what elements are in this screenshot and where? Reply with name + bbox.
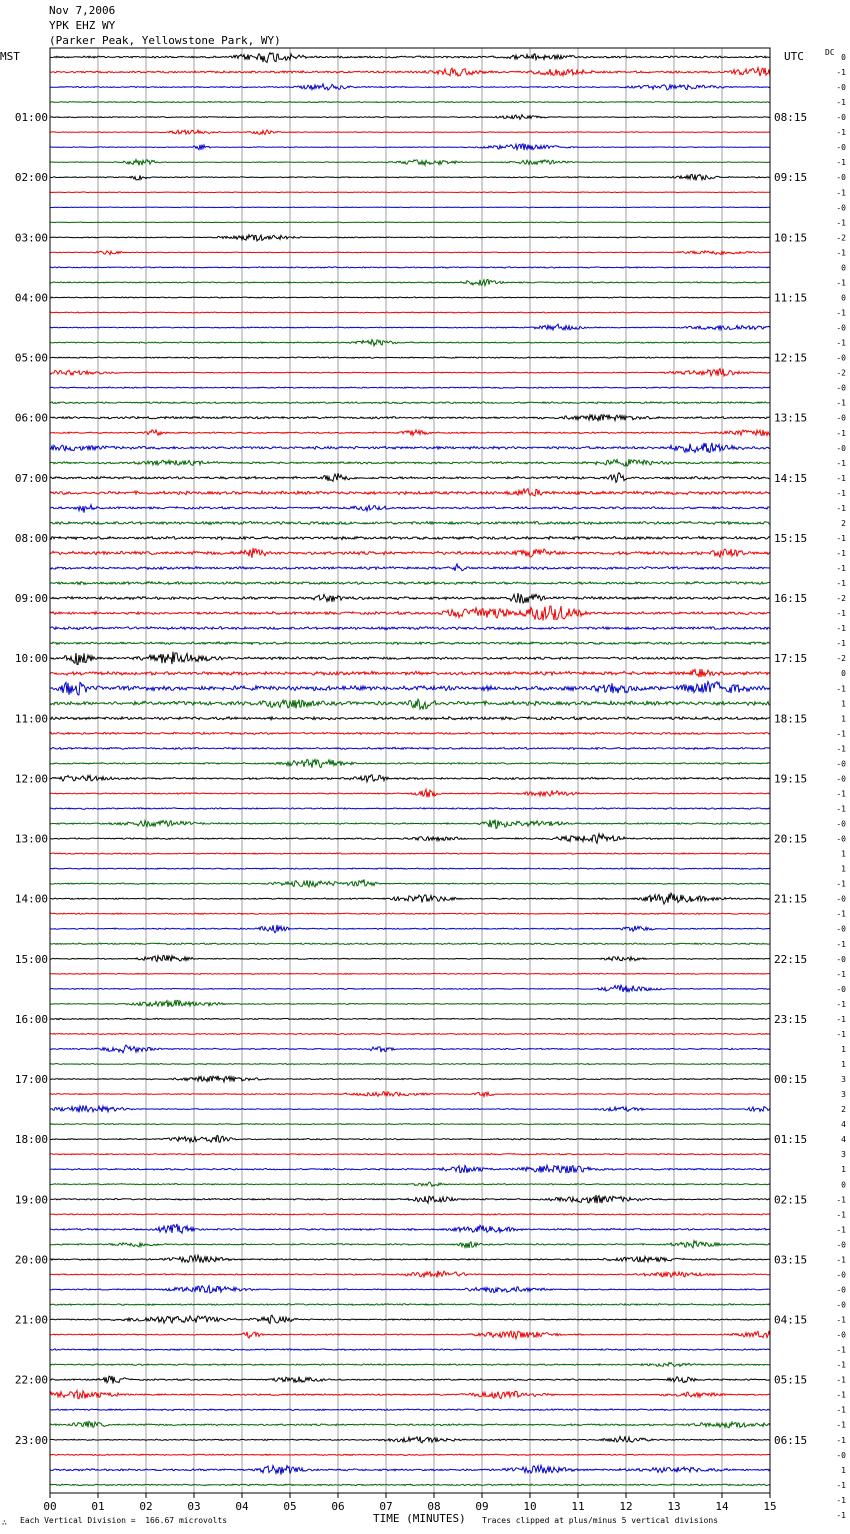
- x-axis-title: TIME (MINUTES): [373, 1512, 466, 1525]
- dc-offset-label: 1: [841, 1044, 846, 1054]
- x-tick-label: 09: [475, 1500, 489, 1513]
- dc-offset-label: -1: [836, 503, 846, 513]
- dc-offset-label: -0: [836, 83, 846, 93]
- trace-line: [50, 207, 770, 208]
- dc-offset-label: -0: [836, 954, 846, 964]
- dc-offset-label: -1: [836, 1345, 846, 1355]
- dc-offset-label: -1: [836, 1435, 846, 1445]
- trace-line: [50, 459, 770, 466]
- trace-line: [50, 1154, 770, 1155]
- utc-hour-label: 20:15: [774, 832, 808, 846]
- dc-offset-label: 2: [841, 1105, 846, 1115]
- dc-offset-label: -1: [836, 564, 846, 574]
- plot-date: Nov 7,2006: [49, 4, 116, 17]
- dc-offset-label: 0: [841, 669, 846, 679]
- trace-line: [50, 747, 770, 749]
- utc-hour-label: 21:15: [774, 892, 808, 906]
- trace-line: [50, 775, 770, 782]
- trace-line: [50, 340, 770, 346]
- trace-line: [50, 192, 770, 193]
- trace-line: [50, 160, 770, 166]
- x-tick-label: 05: [283, 1500, 297, 1513]
- dc-offset-label: -0: [836, 413, 846, 423]
- utc-hour-label: 00:15: [774, 1073, 808, 1087]
- dc-offset-label: -0: [836, 443, 846, 453]
- dc-offset-label: -0: [836, 1450, 846, 1460]
- x-tick-label: 10: [523, 1500, 537, 1513]
- mst-hour-label: 02:00: [14, 171, 48, 185]
- mst-hour-label: 22:00: [14, 1373, 48, 1387]
- trace-line: [50, 943, 770, 945]
- dc-offset-label: -1: [836, 579, 846, 589]
- left-timezone-label: MST: [0, 50, 20, 63]
- dc-offset-label: -2: [836, 233, 846, 243]
- trace-line: [50, 853, 770, 854]
- dc-offset-label: 0: [841, 53, 846, 62]
- dc-offset-label: -1: [836, 684, 846, 694]
- utc-hour-label: 10:15: [774, 231, 808, 245]
- mst-hour-label: 15:00: [14, 952, 48, 966]
- mst-hour-label: 13:00: [14, 832, 48, 846]
- dc-offset-label: -1: [836, 548, 846, 558]
- trace-line: [50, 1195, 770, 1203]
- trace-line: [50, 879, 770, 887]
- dc-offset-label: 1: [841, 699, 846, 709]
- x-tick-label: 06: [331, 1500, 345, 1513]
- dc-offset-label: -1: [836, 1510, 846, 1520]
- dc-offset-label: -1: [836, 1360, 846, 1370]
- trace-line: [50, 324, 770, 330]
- dc-offset-label: -1: [836, 473, 846, 483]
- trace-line: [50, 642, 770, 645]
- trace-line: [50, 1255, 770, 1262]
- dc-offset-label: 4: [841, 1120, 846, 1130]
- trace-line: [50, 430, 770, 436]
- dc-offset-label: -1: [836, 488, 846, 498]
- dc-offset-label: -0: [836, 984, 846, 994]
- dc-offset-label: -1: [836, 969, 846, 979]
- dc-offset-label: 1: [841, 1060, 846, 1070]
- trace-line: [50, 606, 770, 621]
- dc-offset-label: -1: [836, 939, 846, 949]
- trace-line: [50, 505, 770, 513]
- trace-line: [50, 1331, 770, 1339]
- trace-line: [50, 1214, 770, 1215]
- dc-offset-label: -0: [836, 774, 846, 784]
- dc-offset-label: 3: [841, 1090, 846, 1100]
- dc-offset-label: 3: [841, 1075, 846, 1085]
- utc-hour-label: 13:15: [774, 411, 808, 425]
- trace-line: [50, 1363, 770, 1367]
- trace-line: [50, 174, 770, 180]
- utc-hour-label: 17:15: [774, 652, 808, 666]
- mst-hour-label: 03:00: [14, 231, 48, 245]
- trace-line: [50, 68, 770, 77]
- trace-line: [50, 1045, 770, 1053]
- dc-offset-label: -2: [836, 368, 846, 378]
- utc-hour-label: 05:15: [774, 1373, 808, 1387]
- dc-offset-label: -2: [836, 654, 846, 664]
- dc-offset-label: 1: [841, 849, 846, 859]
- mst-hour-label: 23:00: [14, 1433, 48, 1447]
- dc-offset-label: -1: [836, 1375, 846, 1385]
- mst-hour-label: 19:00: [14, 1193, 48, 1207]
- mst-hour-label: 07:00: [14, 471, 48, 485]
- trace-line: [50, 1436, 770, 1443]
- dc-offset-label: -0: [836, 1270, 846, 1280]
- dc-offset-label: -1: [836, 744, 846, 754]
- trace-line: [50, 312, 770, 313]
- trace-line: [50, 593, 770, 603]
- utc-hour-label: 23:15: [774, 1012, 808, 1026]
- dc-offset-label: -1: [836, 624, 846, 634]
- dc-offset-label: -0: [836, 1330, 846, 1340]
- mst-hour-label: 04:00: [14, 291, 48, 305]
- x-tick-label: 11: [571, 1500, 585, 1513]
- trace-line: [50, 1182, 770, 1186]
- dc-offset-label: -0: [836, 323, 846, 333]
- dc-offset-label: -1: [836, 218, 846, 228]
- utc-hour-label: 02:15: [774, 1193, 808, 1207]
- utc-hour-label: 19:15: [774, 772, 808, 786]
- trace-line: [50, 1409, 770, 1411]
- x-tick-label: 12: [619, 1500, 633, 1513]
- trace-line: [50, 402, 770, 404]
- dc-offset-label: -0: [836, 759, 846, 769]
- scale-note: Each Vertical Division = 166.67 microvolts: [20, 1516, 228, 1525]
- trace-line: [50, 669, 770, 677]
- trace-line: [50, 925, 770, 933]
- dc-offset-label: -0: [836, 1240, 846, 1250]
- trace-line: [50, 820, 770, 829]
- trace-line: [50, 834, 770, 843]
- trace-line: [50, 280, 770, 286]
- dc-offset-label: -1: [836, 1480, 846, 1490]
- station-code: YPK EHZ WY: [49, 19, 116, 32]
- trace-line: [50, 1018, 770, 1019]
- utc-hour-label: 04:15: [774, 1313, 808, 1327]
- dc-offset-label: -1: [836, 1420, 846, 1430]
- clip-note: Traces clipped at plus/minus 5 vertical divisions: [482, 1516, 719, 1525]
- trace-line: [50, 699, 770, 709]
- trace-line: [50, 473, 770, 483]
- dc-offset-label: -1: [836, 1195, 846, 1205]
- x-tick-label: 00: [43, 1500, 57, 1513]
- mst-hour-label: 05:00: [14, 351, 48, 365]
- dc-offset-label: -1: [836, 639, 846, 649]
- dc-offset-label: -0: [836, 113, 846, 123]
- x-tick-label: 08: [427, 1500, 441, 1513]
- dc-offset-label: -0: [836, 924, 846, 934]
- trace-line: [50, 973, 770, 974]
- trace-line: [50, 548, 770, 558]
- trace-line: [50, 115, 770, 120]
- utc-hour-label: 01:15: [774, 1133, 808, 1147]
- trace-line: [50, 682, 770, 695]
- dc-offset-label: 1: [841, 864, 846, 874]
- trace-line: [50, 1349, 770, 1351]
- trace-line: [50, 357, 770, 358]
- trace-line: [50, 369, 770, 376]
- dc-offset-label: 3: [841, 1150, 846, 1160]
- dc-offset-label: -1: [836, 1390, 846, 1400]
- trace-line: [50, 1376, 770, 1384]
- dc-offset-label: -1: [836, 158, 846, 168]
- mst-hour-label: 20:00: [14, 1253, 48, 1267]
- trace-line: [50, 1165, 770, 1173]
- dc-offset-label: -1: [836, 128, 846, 138]
- trace-line: [50, 955, 770, 961]
- trace-line: [50, 53, 770, 63]
- trace-line: [50, 1033, 770, 1034]
- trace-line: [50, 789, 770, 797]
- station-location: (Parker Peak, Yellowstone Park, WY): [49, 34, 281, 47]
- trace-line: [50, 582, 770, 585]
- dc-offset-label: -1: [836, 278, 846, 288]
- dc-offset-label: -1: [836, 1210, 846, 1220]
- trace-line: [50, 868, 770, 869]
- trace-line: [50, 1092, 770, 1097]
- trace-line: [50, 415, 770, 421]
- mst-hour-label: 06:00: [14, 411, 48, 425]
- mst-hour-label: 01:00: [14, 111, 48, 125]
- x-tick-label: 07: [379, 1500, 393, 1513]
- trace-line: [50, 1224, 770, 1233]
- x-tick-label: 03: [187, 1500, 201, 1513]
- trace-line: [50, 732, 770, 734]
- trace-line: [50, 564, 770, 571]
- trace-line: [50, 443, 770, 453]
- trace-line: [50, 1064, 770, 1065]
- dc-offset-label: -1: [836, 909, 846, 919]
- dc-offset-label: -1: [836, 1029, 846, 1039]
- dc-offset-label: -1: [836, 789, 846, 799]
- dc-offset-label: -1: [836, 999, 846, 1009]
- dc-offset-label: 0: [841, 293, 846, 303]
- trace-line: [50, 717, 770, 720]
- dc-offset-label: -1: [836, 879, 846, 889]
- trace-line: [50, 893, 770, 904]
- x-tick-label: 13: [667, 1500, 681, 1513]
- dc-offset-label: -1: [836, 1405, 846, 1415]
- dc-offset-label: -0: [836, 173, 846, 183]
- trace-line: [50, 1465, 770, 1474]
- dc-offset-label: -0: [836, 819, 846, 829]
- trace-line: [50, 1076, 770, 1082]
- dc-offset-label: -1: [836, 1255, 846, 1265]
- trace-line: [50, 1136, 770, 1143]
- dc-offset-label: -1: [836, 729, 846, 739]
- trace-line: [50, 1304, 770, 1306]
- mst-hour-label: 08:00: [14, 531, 48, 545]
- right-timezone-label: UTC: [784, 50, 804, 63]
- utc-hour-label: 22:15: [774, 952, 808, 966]
- trace-line: [50, 1124, 770, 1125]
- dc-offset-label: 2: [841, 518, 846, 528]
- utc-hour-label: 08:15: [774, 111, 808, 125]
- utc-hour-label: 15:15: [774, 531, 808, 545]
- trace-line: [50, 808, 770, 810]
- dc-offset-label: -1: [836, 308, 846, 318]
- mst-hour-label: 11:00: [14, 712, 48, 726]
- dc-offset-label: -1: [836, 1315, 846, 1325]
- mst-hour-label: 09:00: [14, 592, 48, 606]
- dc-offset-label: -1: [836, 338, 846, 348]
- trace-line: [50, 1106, 770, 1113]
- trace-line: [50, 235, 770, 241]
- utc-hour-label: 09:15: [774, 171, 808, 185]
- trace-line: [50, 130, 770, 135]
- trace-line: [50, 627, 770, 630]
- dc-offset-label: 1: [841, 714, 846, 724]
- utc-hour-label: 16:15: [774, 592, 808, 606]
- dc-offset-label: -1: [836, 248, 846, 258]
- dc-offset-label: -1: [836, 533, 846, 543]
- dc-offset-label: 1: [841, 1165, 846, 1175]
- trace-line: [50, 1454, 770, 1455]
- dc-label: DC: [825, 48, 835, 57]
- dc-offset-label: -0: [836, 203, 846, 213]
- trace-line: [50, 102, 770, 103]
- dc-offset-label: 4: [841, 1135, 846, 1145]
- utc-hour-label: 06:15: [774, 1433, 808, 1447]
- dc-offset-label: -1: [836, 188, 846, 198]
- dc-offset-label: -1: [836, 804, 846, 814]
- trace-line: [50, 251, 770, 255]
- dc-offset-label: -1: [836, 98, 846, 108]
- dc-offset-label: -1: [836, 609, 846, 619]
- mst-hour-label: 14:00: [14, 892, 48, 906]
- dc-offset-label: 0: [841, 1180, 846, 1190]
- dc-offset-label: -0: [836, 894, 846, 904]
- dc-offset-label: -1: [836, 1495, 846, 1505]
- trace-line: [50, 1241, 770, 1248]
- dc-offset-label: -1: [836, 398, 846, 408]
- trace-line: [50, 1000, 770, 1007]
- dc-offset-label: -0: [836, 1300, 846, 1310]
- dc-offset-label: -0: [836, 353, 846, 363]
- dc-offset-label: -0: [836, 143, 846, 153]
- utc-hour-label: 12:15: [774, 351, 808, 365]
- trace-line: [50, 1286, 770, 1293]
- mst-hour-label: 17:00: [14, 1073, 48, 1087]
- dc-offset-label: -1: [836, 428, 846, 438]
- utc-hour-label: 03:15: [774, 1253, 808, 1267]
- mst-hour-label: 18:00: [14, 1133, 48, 1147]
- x-tick-label: 04: [235, 1500, 249, 1513]
- dc-offset-label: -1: [836, 68, 846, 78]
- trace-line: [50, 489, 770, 496]
- x-tick-label: 01: [91, 1500, 105, 1513]
- trace-line: [50, 144, 770, 150]
- x-tick-label: 15: [763, 1500, 777, 1513]
- dc-offset-label: -1: [836, 1014, 846, 1024]
- mst-hour-label: 12:00: [14, 772, 48, 786]
- x-tick-label: 14: [715, 1500, 729, 1513]
- dc-offset-label: -0: [836, 834, 846, 844]
- mst-hour-label: 21:00: [14, 1313, 48, 1327]
- trace-line: [50, 1315, 770, 1323]
- footer-mark: ∴: [2, 1518, 7, 1527]
- utc-hour-label: 11:15: [774, 291, 808, 305]
- trace-line: [50, 387, 770, 388]
- utc-hour-label: 18:15: [774, 712, 808, 726]
- trace-line: [50, 267, 770, 268]
- trace-line: [50, 652, 770, 665]
- dc-offset-label: -1: [836, 1225, 846, 1235]
- trace-line: [50, 913, 770, 914]
- trace-line: [50, 985, 770, 992]
- trace-line: [50, 222, 770, 223]
- trace-line: [50, 1484, 770, 1486]
- trace-line: [50, 84, 770, 90]
- utc-hour-label: 14:15: [774, 471, 808, 485]
- x-tick-label: 02: [139, 1500, 153, 1513]
- trace-line: [50, 1421, 770, 1427]
- trace-line: [50, 521, 770, 524]
- dc-offset-label: -2: [836, 594, 846, 604]
- trace-line: [50, 759, 770, 767]
- dc-offset-label: -0: [836, 383, 846, 393]
- trace-line: [50, 1271, 770, 1278]
- trace-line: [50, 297, 770, 298]
- dc-offset-label: 0: [841, 263, 846, 273]
- dc-offset-label: 1: [841, 1465, 846, 1475]
- dc-offset-label: -0: [836, 1285, 846, 1295]
- trace-line: [50, 536, 770, 539]
- mst-hour-label: 10:00: [14, 652, 48, 666]
- trace-line: [50, 1391, 770, 1399]
- mst-hour-label: 16:00: [14, 1012, 48, 1026]
- dc-offset-label: -1: [836, 458, 846, 468]
